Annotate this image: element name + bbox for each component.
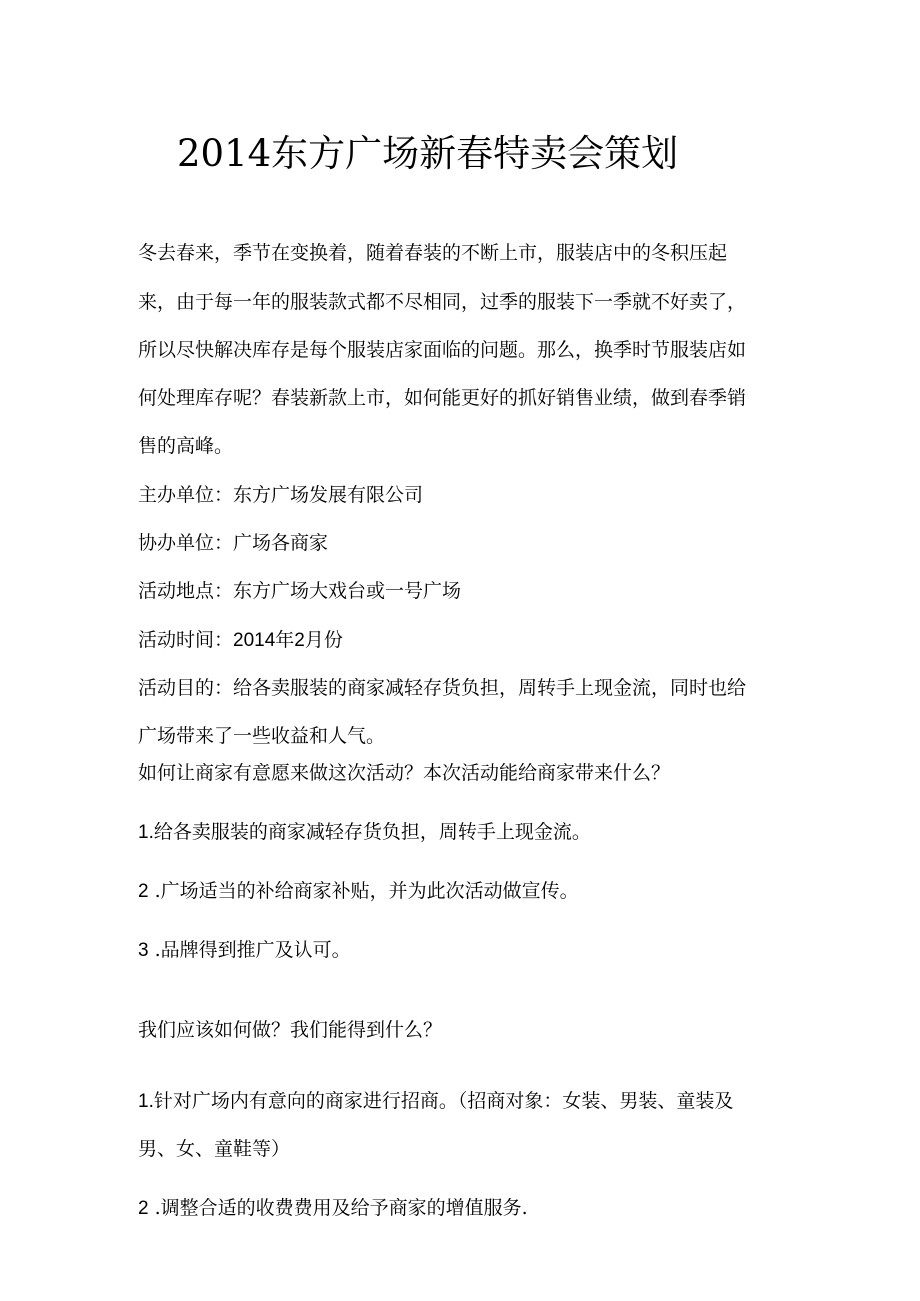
time-value: 2014年2月份	[233, 630, 343, 651]
section1-question: 如何让商家有意愿来做这次活动？本次活动能给商家带来什么？	[138, 762, 671, 784]
item-text: .品牌得到推广及认可。	[148, 939, 351, 961]
item-number: 1.	[138, 1091, 154, 1112]
section1-item-2	[138, 876, 579, 907]
location-line: 活动地点：东方广场大戏台或一号广场	[138, 580, 462, 602]
item-number: 1.	[138, 822, 154, 843]
intro-line-1: 冬去春来，季节在变换着，随着春装的不断上市，服装店中的冬积压起	[138, 242, 728, 264]
time-line	[138, 625, 343, 656]
item-text: .广场适当的补给商家补贴，并为此次活动做宣传。	[148, 880, 579, 902]
intro-line-5: 售的高峰。	[138, 435, 234, 457]
intro-line-4: 何处理库存呢？春装新款上市，如何能更好的抓好销售业绩，做到春季销	[138, 387, 747, 409]
time-label: 活动时间：	[138, 629, 234, 651]
section1-item-1	[138, 817, 591, 848]
item-number: 2	[138, 1198, 149, 1219]
item-text: 针对广场内有意向的商家进行招商。（招商对象：女装、男装、童装及	[153, 1090, 734, 1112]
item-text: 给各卖服装的商家减轻存货负担，周转手上现金流。	[153, 821, 591, 843]
intro-line-2: 来，由于每一年的服装款式都不尽相同，过季的服装下一季就不好卖了，	[138, 291, 747, 313]
section2-item-1	[138, 1086, 733, 1117]
page-title: 2014东方广场新春特卖会策划	[177, 132, 679, 175]
section2-question: 我们应该如何做？我们能得到什么？	[138, 1019, 443, 1041]
item-number: 3	[138, 940, 149, 961]
section1-item-3	[138, 935, 351, 966]
item-number: 2	[138, 881, 149, 902]
organizer-line: 主办单位：东方广场发展有限公司	[138, 484, 424, 506]
intro-line-3: 所以尽快解决库存是每个服装店家面临的问题。那么，换季时节服装店如	[138, 339, 747, 361]
section2-item-1-continued: 男、女、童鞋等）	[138, 1138, 291, 1160]
section2-item-2	[138, 1193, 528, 1224]
purpose-line-2: 广场带来了一些收益和人气。	[138, 725, 386, 747]
item-text: .调整合适的收费费用及给予商家的增值服务.	[148, 1197, 528, 1219]
co-organizer-line: 协办单位：广场各商家	[138, 532, 329, 554]
purpose-line-1: 活动目的：给各卖服装的商家减轻存货负担，周转手上现金流，同时也给	[138, 677, 747, 699]
